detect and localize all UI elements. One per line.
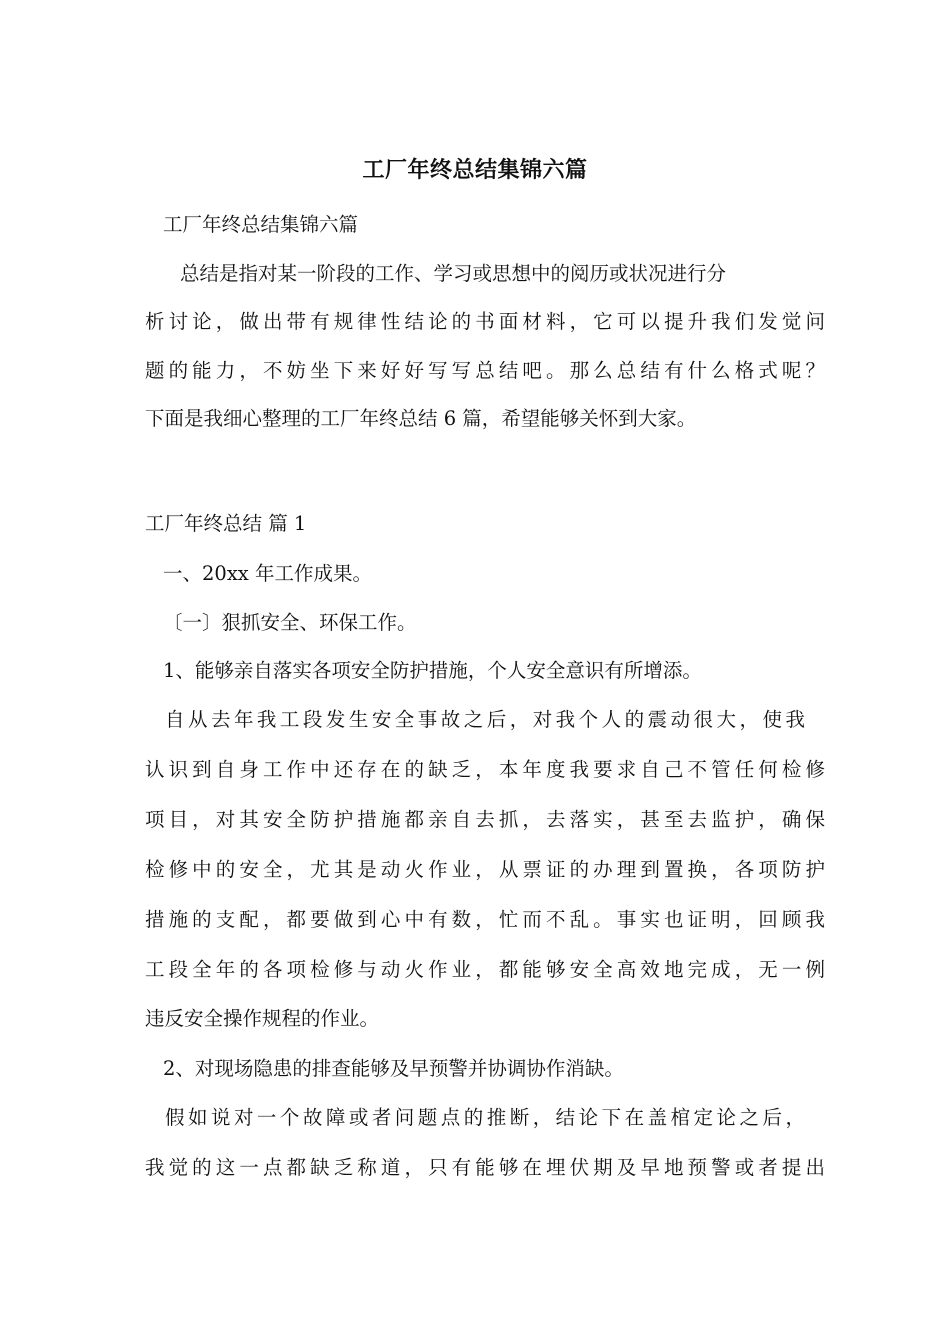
intro-line-2: 析讨论，做出带有规律性结论的书面材料，它可以提升我们发觉问 — [145, 310, 825, 333]
paragraph-2-line-1: 假如说对一个故障或者问题点的推断，结论下在盖棺定论之后， — [165, 1106, 805, 1129]
paragraph-1-line-7: 违反安全操作规程的作业。 — [145, 1007, 380, 1030]
item-heading-1: 1、能够亲自落实各项安全防护措施，个人安全意识有所增添。 — [163, 659, 702, 682]
sub-heading: 〔一〕狠抓安全、环保工作。 — [163, 611, 417, 634]
part-heading: 一、20xx 年工作成果。 — [163, 562, 373, 585]
paragraph-1-line-2: 认识到自身工作中还存在的缺乏，本年度我要求自己不管任何检修 — [145, 758, 825, 781]
paragraph-1-line-3: 项目，对其安全防护措施都亲自去抓，去落实，甚至去监护，确保 — [145, 808, 825, 831]
intro-line-4: 下面是我细心整理的工厂年终总结 6 篇，希望能够关怀到大家。 — [145, 407, 697, 430]
paragraph-2-line-2: 我觉的这一点都缺乏称道，只有能够在埋伏期及早地预警或者提出 — [145, 1156, 825, 1179]
paragraph-1-line-6: 工段全年的各项检修与动火作业，都能够安全高效地完成，无一例 — [145, 958, 825, 981]
subtitle-line: 工厂年终总结集锦六篇 — [163, 213, 359, 236]
paragraph-1-line-1: 自从去年我工段发生安全事故之后，对我个人的震动很大，使我 — [165, 708, 805, 731]
page-title: 工厂年终总结集锦六篇 — [362, 157, 588, 183]
section-heading: 工厂年终总结 篇 1 — [145, 512, 307, 535]
intro-line-1: 总结是指对某一阶段的工作、学习或思想中的阅历或状况进行分 — [180, 262, 727, 285]
paragraph-1-line-5: 措施的支配，都要做到心中有数，忙而不乱。事实也证明，回顾我 — [145, 908, 825, 931]
paragraph-1-line-4: 检修中的安全，尤其是动火作业，从票证的办理到置换，各项防护 — [145, 858, 825, 881]
item-heading-2: 2、对现场隐患的排查能够及早预警并协调协作消缺。 — [163, 1057, 624, 1080]
intro-line-3: 题的能力，不妨坐下来好好写写总结吧。那么总结有什么格式呢？ — [145, 359, 825, 382]
